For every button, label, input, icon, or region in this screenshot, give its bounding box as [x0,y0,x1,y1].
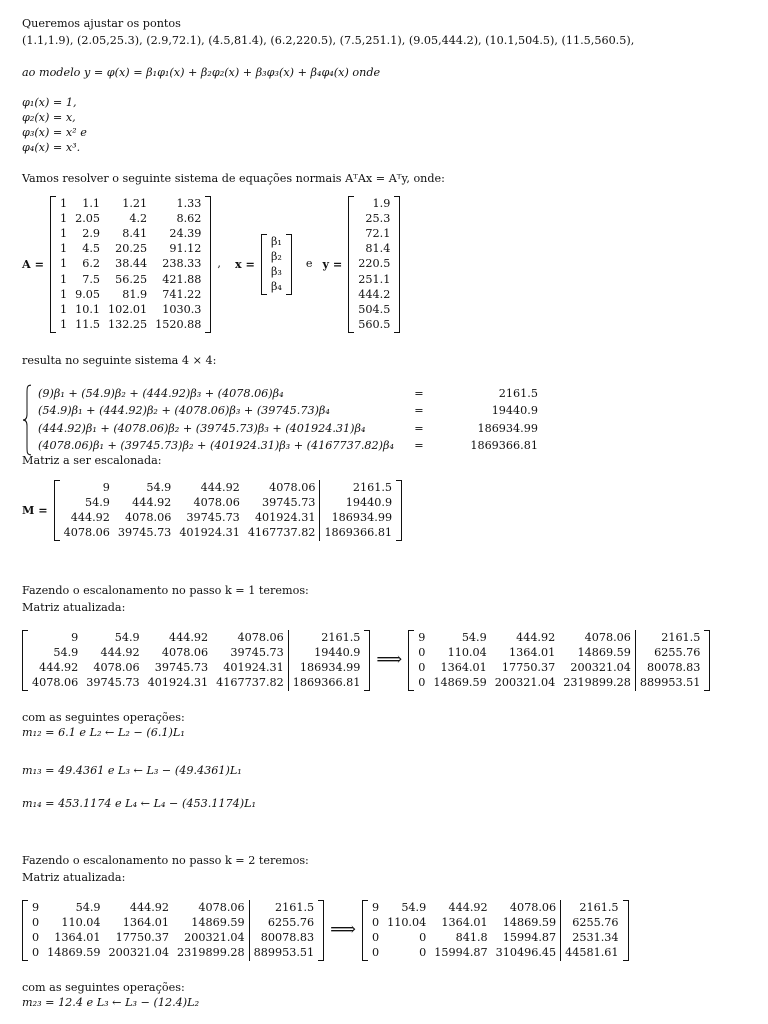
matrix-row [354,242,394,257]
matrix-m-label: M = [22,503,48,518]
matrix-row [354,257,394,272]
matrix-cell: β₄ [270,280,282,294]
matrix-cell: 1.9 [372,196,391,210]
matrix-cell: 444.92 [200,480,240,494]
matrix-row [354,211,394,226]
step1-matrix-after [408,630,710,691]
matrix-cell: 0 [32,930,40,944]
matrix-cell: 1030.3 [162,302,202,316]
matrix-cell: 9 [71,630,79,644]
matrix-cell: 9 [371,900,380,914]
matrix-cell: 444.92 [129,900,170,914]
matrix-cell: 8.41 [122,226,148,240]
matrix-cell: 310496.45 [495,946,557,960]
matrix-cell: 54.9 [461,630,487,644]
matrix-cell: 1.21 [122,196,148,210]
matrix-cell: 1 [59,242,68,256]
matrix-row [368,946,623,961]
matrix-cell: 238.33 [162,257,202,271]
matrix-cell: 4167737.82 [216,676,284,690]
matrix-cell: 4.2 [129,211,148,225]
matrix-cell: 1364.01 [441,915,488,929]
matrix-cell: 444.92 [39,660,79,674]
matrix-cell: 4078.06 [63,526,110,540]
matrix-cell: 54.9 [53,645,79,659]
matrix-cell: 11.5 [75,318,100,332]
system-equation [34,439,538,455]
matrix-cell: 4078.06 [509,900,557,914]
step1-op-1: m₁₂ = 6.1 e L₂ ← L₂ − (6.1)L₁ [22,726,185,739]
matrix-cell: 504.5 [358,302,391,316]
conj-e: e [305,257,313,271]
matrix-row [267,280,286,295]
matrix-row [354,226,394,241]
step2-op-1: m₂₃ = 12.4 e L₃ ← L₃ − (12.4)L₂ [22,996,200,1009]
matrix-cell: 14869.59 [433,676,487,690]
step2-matrix-before [22,900,324,961]
matrix-cell: 200321.04 [108,946,170,960]
matrix-cell: 54.9 [146,480,172,494]
matrix-row [28,915,318,930]
matrix-a-table [56,196,205,333]
matrix-row [368,900,623,915]
basis-phi4: φ₄(x) = x³. [22,141,81,154]
matrix-cell: 17750.37 [115,930,170,944]
matrix-cell: 741.22 [162,287,202,301]
matrix-cell: 1.1 [82,196,100,210]
matrix-cell: β₁ [270,234,282,248]
system-brace [22,384,32,456]
vector-x-table [267,234,286,295]
matrix-cell: 1869366.81 [288,676,364,691]
normal-equations-intro: Vamos resolver o seguinte sistema de equações normais AᵀAx = Aᵀy, onde: [22,172,445,185]
vector-x [261,234,292,295]
vector-y-table [354,196,394,333]
matrix-cell: 2531.34 [561,930,623,945]
matrix-cell: 186934.99 [288,660,364,675]
equation-rhs: 19440.9 [491,404,538,418]
matrix-row [56,272,205,287]
matrix-cell: 2161.5 [635,630,704,645]
matrix-cell: 4167737.82 [247,526,316,540]
matrix-cell: 2161.5 [249,900,318,915]
matrix-cell: 54.9 [85,495,110,509]
matrix-row [60,510,396,525]
matrix-cell: 444.92 [132,495,172,509]
matrix-cell: 17750.37 [501,660,556,674]
matrix-row [28,946,318,961]
vector-y-label: y = [322,257,343,272]
matrix-row [267,264,286,279]
matrix-cell: 15994.87 [502,930,557,944]
matrix-row [267,249,286,264]
matrix-cell: 1 [59,196,68,210]
matrix-a-comma: , [217,257,221,271]
matrix-cell: 4078.06 [125,510,172,524]
matrix-cell: 72.1 [365,226,391,240]
matrix-cell: 1364.01 [508,645,556,659]
matrix-cell: 444.92 [516,630,556,644]
step1-matrix-before [22,630,370,691]
basis-phi3: φ₃(x) = x² e [22,126,87,139]
step2-before-table [28,900,318,961]
matrix-row [414,645,704,660]
matrix-block [22,196,400,333]
matrix-cell: 20.25 [115,242,148,256]
matrix-cell: 401924.31 [254,510,316,524]
matrix-cell: 4078.06 [198,900,245,914]
matrix-cell: 401924.31 [179,526,240,540]
matrix-row [56,302,205,317]
equation-eq: = [414,439,424,453]
matrix-cell: 0 [32,946,40,960]
matrix-cell: 15994.87 [434,946,488,960]
matrix-row [56,211,205,226]
step2-matrices [22,900,629,961]
step2-title: Fazendo o escalonamento no passo k = 2 teremos: [22,854,309,867]
matrix-row [28,660,364,675]
matrix-row [354,287,394,302]
matrix-cell: 200321.04 [570,660,631,674]
matrix-row [414,630,704,645]
matrix-cell: 6255.76 [249,915,318,930]
matrix-cell: 0 [418,660,426,674]
matrix-m-intro: Matriz a ser escalonada: [22,454,162,467]
matrix-cell: 444.2 [358,287,391,301]
matrix-cell: 200321.04 [184,930,245,944]
matrix-cell: 1 [59,226,68,240]
linear-system [22,384,540,456]
matrix-cell: 0 [418,645,426,659]
matrix-cell: 0 [32,915,40,929]
implies-arrow: ⟹ [330,919,356,941]
matrix-cell: 2319899.28 [177,946,245,960]
matrix-cell: 54.9 [114,630,140,644]
matrix-row [28,900,318,915]
matrix-cell: 4078.06 [269,480,316,494]
matrix-cell: 2161.5 [561,900,623,915]
matrix-row [28,630,364,645]
matrix-cell: 0 [371,946,380,960]
matrix-cell: 14869.59 [502,915,557,929]
step2-ops-title: com as seguintes operações: [22,981,185,994]
matrix-m [54,480,402,541]
matrix-cell: 0 [419,930,427,944]
matrix-m-block [22,480,402,541]
matrix-cell: 6.2 [82,257,100,271]
matrix-cell: 1 [59,272,68,286]
matrix-cell: 444.92 [100,645,140,659]
matrix-cell: 25.3 [365,211,391,225]
equation-lhs: (9)β₁ + (54.9)β₂ + (444.92)β₃ + (4078.06)β₄ [38,386,284,400]
intro-line: Queremos ajustar os pontos [22,17,181,30]
matrix-cell: 10.1 [75,302,100,316]
matrix-row [56,287,205,302]
matrix-cell: 14869.59 [47,946,101,960]
equation-rhs: 186934.99 [477,421,538,435]
matrix-cell: 6255.76 [635,645,704,660]
vector-y [348,196,400,333]
step2-after-table [368,900,623,961]
equation-rhs: 2161.5 [498,386,538,400]
matrix-row [414,676,704,691]
matrix-cell: 19440.9 [288,645,364,660]
matrix-row [28,676,364,691]
matrix-cell: 251.1 [358,272,391,286]
system-equation [34,404,538,420]
matrix-row [354,302,394,317]
system-table [32,384,540,456]
matrix-cell: 1 [59,287,68,301]
matrix-cell: 421.88 [162,272,202,286]
matrix-cell: 2.05 [75,211,100,225]
matrix-row [368,930,623,945]
matrix-cell: 2319899.28 [563,676,631,690]
matrix-cell: β₂ [270,249,282,263]
matrix-m-table [60,480,396,541]
matrix-cell: 2.9 [82,226,100,240]
matrix-cell: 200321.04 [494,676,556,690]
matrix-cell: 44581.61 [561,946,623,961]
matrix-cell: 54.9 [401,900,427,914]
matrix-cell: 110.04 [387,915,427,929]
matrix-cell: 9.05 [75,287,100,301]
equation-eq: = [414,386,424,400]
step1-op-2: m₁₃ = 49.4361 e L₃ ← L₃ − (49.4361)L₁ [22,764,242,777]
matrix-cell: 2161.5 [320,480,396,495]
step2-subtitle: Matriz atualizada: [22,871,126,884]
matrix-cell: 132.25 [108,318,148,332]
matrix-cell: 1 [59,257,68,271]
step1-matrices [22,630,710,691]
matrix-cell: 8.62 [176,211,202,225]
matrix-row [56,196,205,211]
matrix-cell: 110.04 [61,915,101,929]
matrix-cell: 102.01 [108,302,148,316]
step1-before-table [28,630,364,691]
matrix-cell: 0 [418,676,426,690]
step1-title: Fazendo o escalonamento no passo k = 1 teremos: [22,584,309,597]
matrix-row [56,242,205,257]
matrix-cell: 4078.06 [193,495,240,509]
system-intro: resulta no seguinte sistema 4 × 4: [22,354,217,367]
matrix-cell: 110.04 [447,645,487,659]
matrix-cell: 444.92 [169,630,209,644]
matrix-cell: 1 [59,318,68,332]
matrix-cell: 81.9 [122,287,148,301]
equation-lhs: (54.9)β₁ + (444.92)β₂ + (4078.06)β₃ + (39745.73)β₄ [38,404,330,418]
matrix-cell: 4078.06 [237,630,284,644]
matrix-row [60,495,396,510]
matrix-cell: 19440.9 [320,495,396,510]
matrix-cell: 4.5 [82,242,100,256]
matrix-cell: 54.9 [75,900,101,914]
data-points: (1.1,1.9), (2.05,25.3), (2.9,72.1), (4.5,81.4), (6.2,220.5), (7.5,251.1), (9.05,444.2), (10.1,504.5), (11.5,560.5), [22,34,635,47]
matrix-cell: 4078.06 [161,645,209,659]
matrix-row [60,526,396,541]
equation-lhs: (4078.06)β₁ + (39745.73)β₂ + (401924.31)β₃ + (4167737.82)β₄ [38,439,394,453]
matrix-cell: 0 [371,915,380,929]
matrix-cell: 9 [32,900,40,914]
matrix-row [414,660,704,675]
matrix-cell: 39745.73 [262,495,316,509]
matrix-cell: 39745.73 [230,645,284,659]
matrix-cell: 444.92 [448,900,488,914]
matrix-cell: 841.8 [455,930,488,944]
matrix-cell: 560.5 [358,318,391,332]
matrix-cell: 80078.83 [635,660,704,675]
matrix-cell: 14869.59 [191,915,245,929]
matrix-cell: 80078.83 [249,930,318,945]
matrix-cell: 6255.76 [561,915,623,930]
matrix-cell: 91.12 [169,242,202,256]
matrix-row [28,645,364,660]
matrix-row [354,196,394,211]
matrix-cell: 4078.06 [93,660,140,674]
implies-arrow: ⟹ [376,649,403,671]
matrix-cell: 81.4 [365,242,391,256]
step1-op-3: m₁₄ = 453.1174 e L₄ ← L₄ − (453.1174)L₁ [22,797,257,810]
matrix-cell: 889953.51 [635,676,704,691]
matrix-row [267,234,286,249]
matrix-cell: 1.33 [176,196,202,210]
matrix-cell: 1364.01 [440,660,487,674]
step1-after-table [414,630,704,691]
matrix-cell: 14869.59 [577,645,631,659]
matrix-a [50,196,211,333]
matrix-row [354,272,394,287]
matrix-cell: 4078.06 [584,630,631,644]
matrix-row [56,318,205,333]
matrix-row [56,257,205,272]
matrix-cell: 186934.99 [320,510,396,525]
matrix-cell: 1 [59,302,68,316]
matrix-cell: 39745.73 [186,510,240,524]
matrix-row [56,226,205,241]
matrix-cell: 9 [102,480,110,494]
matrix-row [354,318,394,333]
system-equation [34,421,538,437]
equation-eq: = [414,404,424,418]
matrix-cell: 7.5 [82,272,100,286]
matrix-cell: 889953.51 [249,946,318,961]
matrix-cell: 9 [418,630,426,644]
matrix-row [60,480,396,495]
matrix-row [368,915,623,930]
equation-eq: = [414,421,424,435]
basis-phi1: φ₁(x) = 1, [22,96,77,109]
matrix-cell: 401924.31 [223,660,284,674]
matrix-cell: 38.44 [115,257,148,271]
matrix-cell: 39745.73 [154,660,209,674]
matrix-cell: 2161.5 [288,630,364,645]
matrix-cell: 4078.06 [32,676,79,690]
basis-phi2: φ₂(x) = x, [22,111,76,124]
matrix-cell: 401924.31 [147,676,209,690]
equation-lhs: (444.92)β₁ + (4078.06)β₂ + (39745.73)β₃ + (401924.31)β₄ [38,421,366,435]
equation-rhs: 1869366.81 [470,439,538,453]
matrix-cell: 24.39 [169,226,202,240]
system-equation [34,386,538,402]
step1-subtitle: Matriz atualizada: [22,601,126,614]
matrix-cell: 1364.01 [122,915,170,929]
vector-x-label: x = [234,257,255,272]
model-equation: ao modelo y = φ(x) = β₁φ₁(x) + β₂φ₂(x) + β₃φ₃(x) + β₄φ₄(x) onde [22,66,381,79]
matrix-cell: 1 [59,211,68,225]
matrix-cell: 220.5 [358,257,391,271]
matrix-cell: 39745.73 [86,676,140,690]
step1-ops-title: com as seguintes operações: [22,711,185,724]
matrix-row [28,930,318,945]
matrix-cell: 1364.01 [54,930,101,944]
matrix-cell: 39745.73 [117,526,172,540]
matrix-a-label: A = [22,257,44,272]
matrix-cell: 56.25 [115,272,148,286]
matrix-cell: 0 [419,946,427,960]
matrix-cell: 1520.88 [155,318,202,332]
step2-matrix-after [362,900,629,961]
matrix-cell: 1869366.81 [320,526,396,541]
matrix-cell: 444.92 [70,510,110,524]
matrix-cell: β₃ [270,264,282,278]
matrix-cell: 0 [371,930,380,944]
